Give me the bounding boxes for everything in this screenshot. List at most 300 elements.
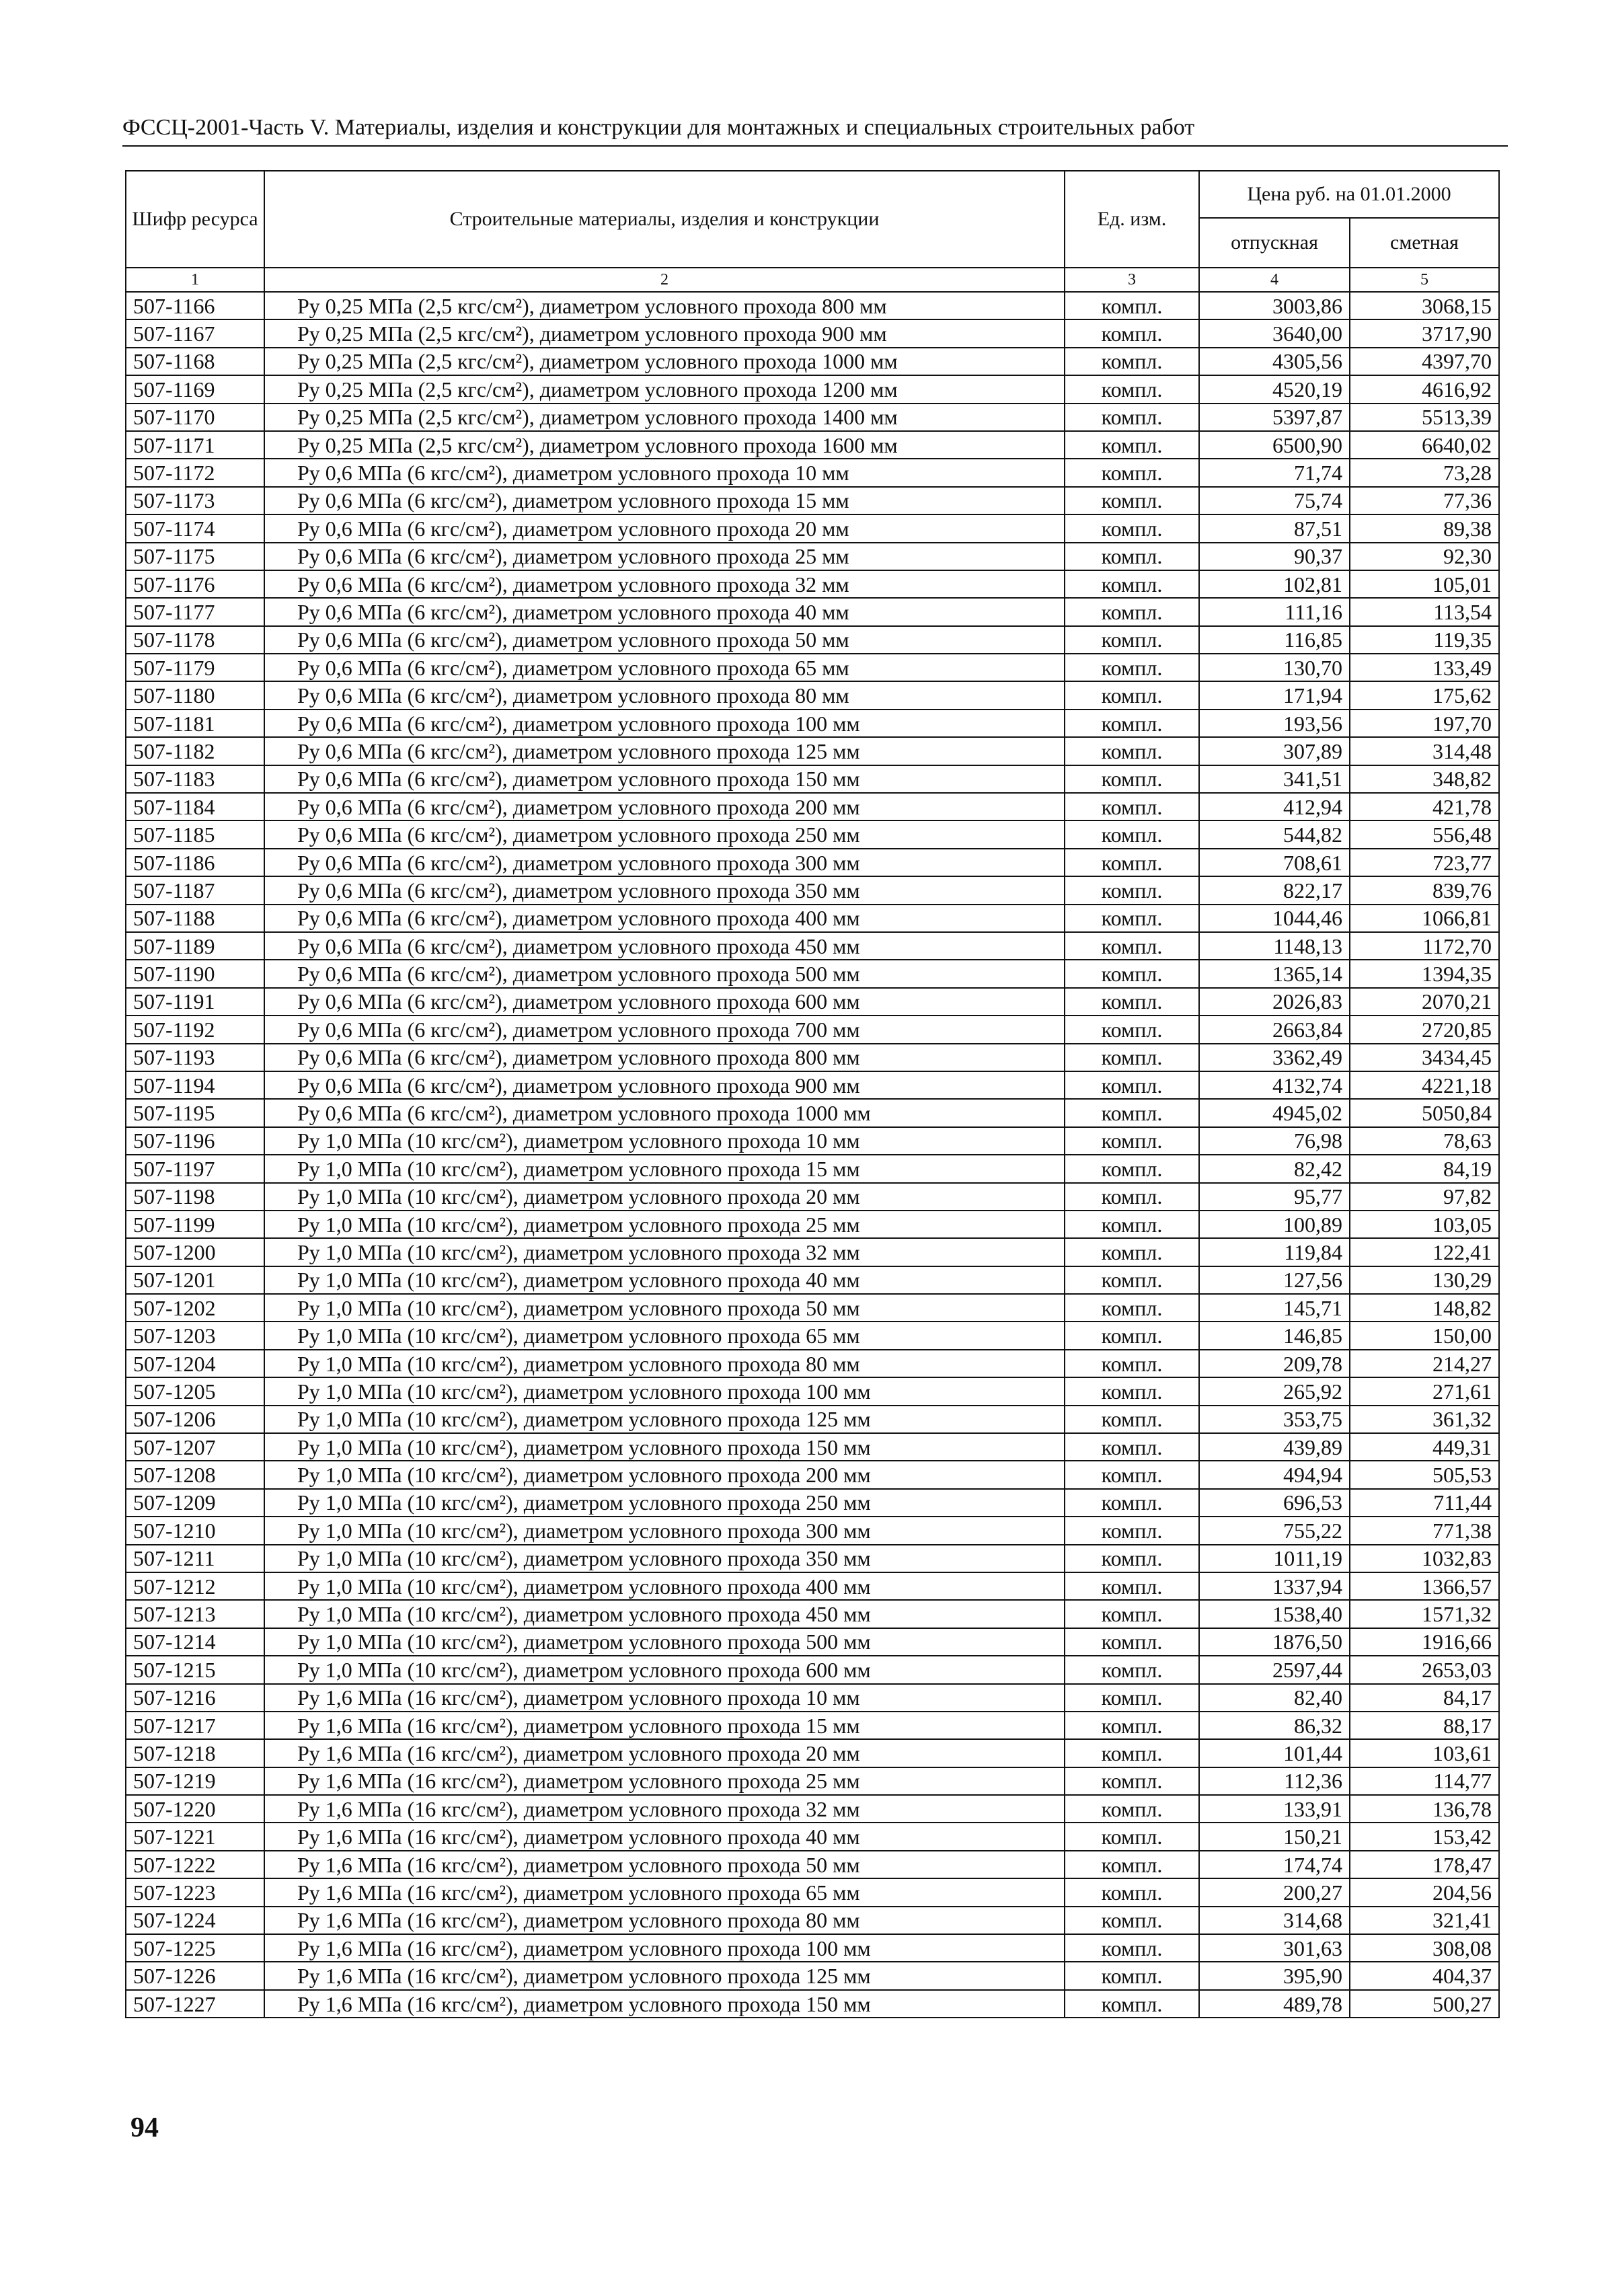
row-estimate-price-cell: 1394,35	[1350, 960, 1499, 987]
row-code-cell: 507-1210	[126, 1517, 264, 1544]
row-code-cell: 507-1220	[126, 1795, 264, 1823]
row-name-cell: Ру 0,6 МПа (6 кгс/см²), диаметром условного прохода 800 мм	[264, 1044, 1065, 1071]
column-number: 3	[1065, 268, 1199, 292]
row-name-cell: Ру 1,0 МПа (10 кгс/см²), диаметром условного прохода 350 мм	[264, 1545, 1065, 1572]
row-unit-cell: компл.	[1065, 793, 1199, 820]
row-name-cell: Ру 0,6 МПа (6 кгс/см²), диаметром условного прохода 32 мм	[264, 570, 1065, 598]
row-name-cell: Ру 0,6 МПа (6 кгс/см²), диаметром условного прохода 15 мм	[264, 487, 1065, 514]
row-code-cell: 507-1198	[126, 1183, 264, 1211]
row-unit-cell: компл.	[1065, 654, 1199, 681]
row-unit-cell: компл.	[1065, 1934, 1199, 1962]
row-release-price-cell: 174,74	[1199, 1851, 1350, 1878]
row-release-price-cell: 130,70	[1199, 654, 1350, 681]
row-release-price-cell: 111,16	[1199, 598, 1350, 625]
table-row	[126, 1545, 1499, 1572]
row-code-cell: 507-1180	[126, 681, 264, 709]
row-estimate-price-cell: 1032,83	[1350, 1545, 1499, 1572]
row-unit-cell: компл.	[1065, 960, 1199, 987]
table-row	[126, 1322, 1499, 1349]
row-code-cell: 507-1197	[126, 1155, 264, 1182]
row-name-cell: Ру 1,0 МПа (10 кгс/см²), диаметром условного прохода 10 мм	[264, 1127, 1065, 1155]
table-row	[126, 1211, 1499, 1238]
row-unit-cell: компл.	[1065, 765, 1199, 793]
row-release-price-cell: 3362,49	[1199, 1044, 1350, 1071]
table-row	[126, 570, 1499, 598]
row-name-cell: Ру 0,6 МПа (6 кгс/см²), диаметром условного прохода 600 мм	[264, 988, 1065, 1016]
row-name-cell: Ру 0,6 МПа (6 кгс/см²), диаметром условного прохода 10 мм	[264, 459, 1065, 486]
table-row	[126, 1155, 1499, 1182]
row-release-price-cell: 146,85	[1199, 1322, 1350, 1349]
row-unit-cell: компл.	[1065, 932, 1199, 960]
row-estimate-price-cell: 78,63	[1350, 1127, 1499, 1155]
row-name-cell: Ру 0,6 МПа (6 кгс/см²), диаметром условного прохода 500 мм	[264, 960, 1065, 987]
row-name-cell: Ру 1,0 МПа (10 кгс/см²), диаметром условного прохода 20 мм	[264, 1183, 1065, 1211]
row-release-price-cell: 209,78	[1199, 1350, 1350, 1377]
row-estimate-price-cell: 4221,18	[1350, 1071, 1499, 1099]
row-code-cell: 507-1217	[126, 1712, 264, 1739]
row-code-cell: 507-1227	[126, 1990, 264, 2018]
row-release-price-cell: 145,71	[1199, 1294, 1350, 1322]
row-unit-cell: компл.	[1065, 849, 1199, 876]
row-code-cell: 507-1205	[126, 1377, 264, 1405]
row-release-price-cell: 112,36	[1199, 1767, 1350, 1795]
row-name-cell: Ру 1,6 МПа (16 кгс/см²), диаметром условного прохода 100 мм	[264, 1934, 1065, 1962]
table-row	[126, 543, 1499, 570]
table-row	[126, 1266, 1499, 1294]
table-row	[126, 1628, 1499, 1656]
row-name-cell: Ру 1,6 МПа (16 кгс/см²), диаметром условного прохода 15 мм	[264, 1712, 1065, 1739]
row-estimate-price-cell: 73,28	[1350, 459, 1499, 486]
table-row	[126, 1878, 1499, 1906]
row-name-cell: Ру 1,0 МПа (10 кгс/см²), диаметром условного прохода 300 мм	[264, 1517, 1065, 1544]
table-row	[126, 319, 1499, 347]
row-name-cell: Ру 1,6 МПа (16 кгс/см²), диаметром условного прохода 65 мм	[264, 1878, 1065, 1906]
row-estimate-price-cell: 103,05	[1350, 1211, 1499, 1238]
row-release-price-cell: 193,56	[1199, 710, 1350, 737]
row-unit-cell: компл.	[1065, 1211, 1199, 1238]
row-estimate-price-cell: 97,82	[1350, 1183, 1499, 1211]
table-row	[126, 1600, 1499, 1628]
row-estimate-price-cell: 271,61	[1350, 1377, 1499, 1405]
row-estimate-price-cell: 84,17	[1350, 1684, 1499, 1712]
price-table	[125, 170, 1500, 2018]
table-row	[126, 1016, 1499, 1043]
row-unit-cell: компл.	[1065, 459, 1199, 486]
row-estimate-price-cell: 204,56	[1350, 1878, 1499, 1906]
table-row	[126, 849, 1499, 876]
table-row	[126, 404, 1499, 431]
row-release-price-cell: 71,74	[1199, 459, 1350, 486]
row-release-price-cell: 1337,94	[1199, 1572, 1350, 1600]
row-unit-cell: компл.	[1065, 319, 1199, 347]
row-unit-cell: компл.	[1065, 1322, 1199, 1349]
row-estimate-price-cell: 130,29	[1350, 1266, 1499, 1294]
row-name-cell: Ру 0,6 МПа (6 кгс/см²), диаметром условного прохода 50 мм	[264, 626, 1065, 654]
row-release-price-cell: 341,51	[1199, 765, 1350, 793]
column-numbers-row	[126, 268, 1499, 292]
row-release-price-cell: 489,78	[1199, 1990, 1350, 2018]
row-code-cell: 507-1194	[126, 1071, 264, 1099]
row-estimate-price-cell: 3434,45	[1350, 1044, 1499, 1071]
row-release-price-cell: 314,68	[1199, 1907, 1350, 1934]
row-name-cell: Ру 0,25 МПа (2,5 кгс/см²), диаметром условного прохода 800 мм	[264, 292, 1065, 319]
row-estimate-price-cell: 175,62	[1350, 681, 1499, 709]
row-name-cell: Ру 0,6 МПа (6 кгс/см²), диаметром условного прохода 300 мм	[264, 849, 1065, 876]
table-row	[126, 1099, 1499, 1126]
row-release-price-cell: 4132,74	[1199, 1071, 1350, 1099]
row-estimate-price-cell: 2653,03	[1350, 1656, 1499, 1683]
row-unit-cell: компл.	[1065, 570, 1199, 598]
row-estimate-price-cell: 88,17	[1350, 1712, 1499, 1739]
row-estimate-price-cell: 4616,92	[1350, 375, 1499, 403]
row-code-cell: 507-1175	[126, 543, 264, 570]
row-code-cell: 507-1186	[126, 849, 264, 876]
row-name-cell: Ру 1,0 МПа (10 кгс/см²), диаметром условного прохода 15 мм	[264, 1155, 1065, 1182]
row-name-cell: Ру 0,6 МПа (6 кгс/см²), диаметром условного прохода 25 мм	[264, 543, 1065, 570]
row-name-cell: Ру 1,0 МПа (10 кгс/см²), диаметром условного прохода 450 мм	[264, 1600, 1065, 1628]
row-estimate-price-cell: 178,47	[1350, 1851, 1499, 1878]
row-unit-cell: компл.	[1065, 1350, 1199, 1377]
header-unit: Ед. изм.	[1065, 171, 1199, 268]
row-unit-cell: компл.	[1065, 487, 1199, 514]
row-name-cell: Ру 0,6 МПа (6 кгс/см²), диаметром условного прохода 450 мм	[264, 932, 1065, 960]
column-number: 1	[126, 268, 264, 292]
row-estimate-price-cell: 500,27	[1350, 1990, 1499, 2018]
row-release-price-cell: 1538,40	[1199, 1600, 1350, 1628]
row-name-cell: Ру 1,6 МПа (16 кгс/см²), диаметром условного прохода 80 мм	[264, 1907, 1065, 1934]
row-release-price-cell: 544,82	[1199, 820, 1350, 848]
table-row	[126, 737, 1499, 765]
row-name-cell: Ру 0,25 МПа (2,5 кгс/см²), диаметром условного прохода 1200 мм	[264, 375, 1065, 403]
row-estimate-price-cell: 348,82	[1350, 765, 1499, 793]
row-unit-cell: компл.	[1065, 1572, 1199, 1600]
row-release-price-cell: 87,51	[1199, 514, 1350, 542]
table-row	[126, 1739, 1499, 1767]
row-unit-cell: компл.	[1065, 1907, 1199, 1934]
row-name-cell: Ру 1,0 МПа (10 кгс/см²), диаметром условного прохода 65 мм	[264, 1322, 1065, 1349]
row-code-cell: 507-1172	[126, 459, 264, 486]
table-row	[126, 1183, 1499, 1211]
row-estimate-price-cell: 214,27	[1350, 1350, 1499, 1377]
row-estimate-price-cell: 711,44	[1350, 1489, 1499, 1517]
table-row	[126, 988, 1499, 1016]
row-unit-cell: компл.	[1065, 876, 1199, 904]
row-release-price-cell: 265,92	[1199, 1377, 1350, 1405]
row-name-cell: Ру 1,0 МПа (10 кгс/см²), диаметром условного прохода 600 мм	[264, 1656, 1065, 1683]
row-release-price-cell: 2026,83	[1199, 988, 1350, 1016]
row-code-cell: 507-1199	[126, 1211, 264, 1238]
row-unit-cell: компл.	[1065, 1878, 1199, 1906]
table-row	[126, 710, 1499, 737]
row-code-cell: 507-1219	[126, 1767, 264, 1795]
row-release-price-cell: 102,81	[1199, 570, 1350, 598]
row-release-price-cell: 6500,90	[1199, 431, 1350, 459]
row-name-cell: Ру 1,0 МПа (10 кгс/см²), диаметром условного прохода 100 мм	[264, 1377, 1065, 1405]
row-estimate-price-cell: 505,53	[1350, 1461, 1499, 1488]
table-row	[126, 1795, 1499, 1823]
row-name-cell: Ру 1,0 МПа (10 кгс/см²), диаметром условного прохода 250 мм	[264, 1489, 1065, 1517]
row-release-price-cell: 301,63	[1199, 1934, 1350, 1962]
row-name-cell: Ру 1,0 МПа (10 кгс/см²), диаметром условного прохода 500 мм	[264, 1628, 1065, 1656]
row-code-cell: 507-1173	[126, 487, 264, 514]
row-unit-cell: компл.	[1065, 1433, 1199, 1461]
row-code-cell: 507-1223	[126, 1878, 264, 1906]
row-code-cell: 507-1224	[126, 1907, 264, 1934]
row-estimate-price-cell: 1066,81	[1350, 905, 1499, 932]
row-estimate-price-cell: 133,49	[1350, 654, 1499, 681]
row-unit-cell: компл.	[1065, 1266, 1199, 1294]
table-row	[126, 1406, 1499, 1433]
table-row	[126, 1044, 1499, 1071]
header-price-group: Цена руб. на 01.01.2000	[1199, 171, 1499, 218]
table-row	[126, 1767, 1499, 1795]
row-unit-cell: компл.	[1065, 1517, 1199, 1544]
row-estimate-price-cell: 361,32	[1350, 1406, 1499, 1433]
row-estimate-price-cell: 5050,84	[1350, 1099, 1499, 1126]
row-release-price-cell: 171,94	[1199, 681, 1350, 709]
row-release-price-cell: 1365,14	[1199, 960, 1350, 987]
row-estimate-price-cell: 77,36	[1350, 487, 1499, 514]
row-code-cell: 507-1191	[126, 988, 264, 1016]
row-name-cell: Ру 0,6 МПа (6 кгс/см²), диаметром условного прохода 900 мм	[264, 1071, 1065, 1099]
row-unit-cell: компл.	[1065, 1684, 1199, 1712]
row-name-cell: Ру 1,0 МПа (10 кгс/см²), диаметром условного прохода 80 мм	[264, 1350, 1065, 1377]
row-code-cell: 507-1203	[126, 1322, 264, 1349]
row-code-cell: 507-1181	[126, 710, 264, 737]
row-code-cell: 507-1208	[126, 1461, 264, 1488]
row-release-price-cell: 412,94	[1199, 793, 1350, 820]
row-estimate-price-cell: 153,42	[1350, 1823, 1499, 1850]
row-estimate-price-cell: 136,78	[1350, 1795, 1499, 1823]
row-release-price-cell: 4945,02	[1199, 1099, 1350, 1126]
row-release-price-cell: 395,90	[1199, 1962, 1350, 1989]
row-name-cell: Ру 0,6 МПа (6 кгс/см²), диаметром условного прохода 350 мм	[264, 876, 1065, 904]
row-estimate-price-cell: 2720,85	[1350, 1016, 1499, 1043]
row-release-price-cell: 4305,56	[1199, 348, 1350, 375]
row-code-cell: 507-1195	[126, 1099, 264, 1126]
row-unit-cell: компл.	[1065, 988, 1199, 1016]
row-code-cell: 507-1215	[126, 1656, 264, 1683]
row-estimate-price-cell: 197,70	[1350, 710, 1499, 737]
row-name-cell: Ру 1,0 МПа (10 кгс/см²), диаметром условного прохода 25 мм	[264, 1211, 1065, 1238]
row-unit-cell: компл.	[1065, 1545, 1199, 1572]
table-row	[126, 1990, 1499, 2018]
table-row	[126, 1489, 1499, 1517]
row-release-price-cell: 3640,00	[1199, 319, 1350, 347]
table-row	[126, 1238, 1499, 1266]
row-release-price-cell: 307,89	[1199, 737, 1350, 765]
row-estimate-price-cell: 1172,70	[1350, 932, 1499, 960]
row-code-cell: 507-1196	[126, 1127, 264, 1155]
column-number: 5	[1350, 268, 1499, 292]
row-name-cell: Ру 1,0 МПа (10 кгс/см²), диаметром условного прохода 40 мм	[264, 1266, 1065, 1294]
row-name-cell: Ру 0,6 МПа (6 кгс/см²), диаметром условного прохода 150 мм	[264, 765, 1065, 793]
table-row	[126, 793, 1499, 820]
table-row	[126, 932, 1499, 960]
row-unit-cell: компл.	[1065, 737, 1199, 765]
header-price-estimate: сметная	[1350, 218, 1499, 268]
row-estimate-price-cell: 148,82	[1350, 1294, 1499, 1322]
row-name-cell: Ру 1,0 МПа (10 кгс/см²), диаметром условного прохода 32 мм	[264, 1238, 1065, 1266]
table-row	[126, 1294, 1499, 1322]
row-code-cell: 507-1176	[126, 570, 264, 598]
row-release-price-cell: 95,77	[1199, 1183, 1350, 1211]
row-code-cell: 507-1226	[126, 1962, 264, 1989]
row-unit-cell: компл.	[1065, 375, 1199, 403]
row-unit-cell: компл.	[1065, 1044, 1199, 1071]
row-name-cell: Ру 1,6 МПа (16 кгс/см²), диаметром условного прохода 32 мм	[264, 1795, 1065, 1823]
table-row	[126, 1712, 1499, 1739]
row-unit-cell: компл.	[1065, 1628, 1199, 1656]
row-unit-cell: компл.	[1065, 1767, 1199, 1795]
table-row	[126, 820, 1499, 848]
row-code-cell: 507-1209	[126, 1489, 264, 1517]
row-name-cell: Ру 0,25 МПа (2,5 кгс/см²), диаметром условного прохода 1600 мм	[264, 431, 1065, 459]
row-unit-cell: компл.	[1065, 348, 1199, 375]
row-estimate-price-cell: 84,19	[1350, 1155, 1499, 1182]
row-name-cell: Ру 1,6 МПа (16 кгс/см²), диаметром условного прохода 20 мм	[264, 1739, 1065, 1767]
row-name-cell: Ру 1,6 МПа (16 кгс/см²), диаметром условного прохода 50 мм	[264, 1851, 1065, 1878]
table-row	[126, 876, 1499, 904]
row-code-cell: 507-1177	[126, 598, 264, 625]
table-row	[126, 626, 1499, 654]
table-row	[126, 487, 1499, 514]
row-release-price-cell: 82,42	[1199, 1155, 1350, 1182]
row-estimate-price-cell: 103,61	[1350, 1739, 1499, 1767]
row-name-cell: Ру 1,0 МПа (10 кгс/см²), диаметром условного прохода 150 мм	[264, 1433, 1065, 1461]
row-release-price-cell: 200,27	[1199, 1878, 1350, 1906]
row-name-cell: Ру 0,6 МПа (6 кгс/см²), диаметром условного прохода 100 мм	[264, 710, 1065, 737]
row-code-cell: 507-1167	[126, 319, 264, 347]
table-row	[126, 960, 1499, 987]
row-release-price-cell: 119,84	[1199, 1238, 1350, 1266]
row-estimate-price-cell: 3068,15	[1350, 292, 1499, 319]
row-release-price-cell: 1876,50	[1199, 1628, 1350, 1656]
row-code-cell: 507-1169	[126, 375, 264, 403]
row-code-cell: 507-1193	[126, 1044, 264, 1071]
row-release-price-cell: 1044,46	[1199, 905, 1350, 932]
table-header	[126, 171, 1499, 292]
row-estimate-price-cell: 421,78	[1350, 793, 1499, 820]
row-estimate-price-cell: 3717,90	[1350, 319, 1499, 347]
table-row	[126, 905, 1499, 932]
row-code-cell: 507-1168	[126, 348, 264, 375]
row-unit-cell: компл.	[1065, 598, 1199, 625]
table-row	[126, 1684, 1499, 1712]
row-name-cell: Ру 1,6 МПа (16 кгс/см²), диаметром условного прохода 150 мм	[264, 1990, 1065, 2018]
row-code-cell: 507-1221	[126, 1823, 264, 1850]
row-code-cell: 507-1182	[126, 737, 264, 765]
table-row	[126, 1962, 1499, 1989]
row-code-cell: 507-1216	[126, 1684, 264, 1712]
row-estimate-price-cell: 723,77	[1350, 849, 1499, 876]
row-name-cell: Ру 0,25 МПа (2,5 кгс/см²), диаметром условного прохода 900 мм	[264, 319, 1065, 347]
row-code-cell: 507-1189	[126, 932, 264, 960]
row-code-cell: 507-1212	[126, 1572, 264, 1600]
row-estimate-price-cell: 4397,70	[1350, 348, 1499, 375]
row-estimate-price-cell: 321,41	[1350, 1907, 1499, 1934]
row-release-price-cell: 75,74	[1199, 487, 1350, 514]
header-price-release: отпускная	[1199, 218, 1350, 268]
row-name-cell: Ру 1,6 МПа (16 кгс/см²), диаметром условного прохода 10 мм	[264, 1684, 1065, 1712]
row-name-cell: Ру 0,25 МПа (2,5 кгс/см²), диаметром условного прохода 1400 мм	[264, 404, 1065, 431]
row-release-price-cell: 86,32	[1199, 1712, 1350, 1739]
row-release-price-cell: 494,94	[1199, 1461, 1350, 1488]
column-number: 2	[264, 268, 1065, 292]
table-row	[126, 514, 1499, 542]
page-number: 94	[130, 2112, 159, 2143]
row-release-price-cell: 5397,87	[1199, 404, 1350, 431]
row-code-cell: 507-1188	[126, 905, 264, 932]
row-code-cell: 507-1178	[126, 626, 264, 654]
row-estimate-price-cell: 113,54	[1350, 598, 1499, 625]
table-row	[126, 1907, 1499, 1934]
row-unit-cell: компл.	[1065, 681, 1199, 709]
row-release-price-cell: 2663,84	[1199, 1016, 1350, 1043]
row-name-cell: Ру 1,0 МПа (10 кгс/см²), диаметром условного прохода 50 мм	[264, 1294, 1065, 1322]
row-name-cell: Ру 1,0 МПа (10 кгс/см²), диаметром условного прохода 200 мм	[264, 1461, 1065, 1488]
row-unit-cell: компл.	[1065, 1155, 1199, 1182]
row-release-price-cell: 1011,19	[1199, 1545, 1350, 1572]
row-unit-cell: компл.	[1065, 1739, 1199, 1767]
row-name-cell: Ру 0,6 МПа (6 кгс/см²), диаметром условного прохода 700 мм	[264, 1016, 1065, 1043]
row-name-cell: Ру 0,6 МПа (6 кгс/см²), диаметром условного прохода 20 мм	[264, 514, 1065, 542]
row-code-cell: 507-1174	[126, 514, 264, 542]
table-row	[126, 1572, 1499, 1600]
row-code-cell: 507-1185	[126, 820, 264, 848]
row-unit-cell: компл.	[1065, 1127, 1199, 1155]
row-code-cell: 507-1179	[126, 654, 264, 681]
row-name-cell: Ру 1,6 МПа (16 кгс/см²), диаметром условного прохода 125 мм	[264, 1962, 1065, 1989]
row-release-price-cell: 1148,13	[1199, 932, 1350, 960]
row-unit-cell: компл.	[1065, 1016, 1199, 1043]
table-row	[126, 1851, 1499, 1878]
row-release-price-cell: 2597,44	[1199, 1656, 1350, 1683]
row-code-cell: 507-1190	[126, 960, 264, 987]
row-unit-cell: компл.	[1065, 1851, 1199, 1878]
column-number: 4	[1199, 268, 1350, 292]
row-unit-cell: компл.	[1065, 626, 1199, 654]
table-row	[126, 1071, 1499, 1099]
row-release-price-cell: 696,53	[1199, 1489, 1350, 1517]
row-unit-cell: компл.	[1065, 514, 1199, 542]
row-unit-cell: компл.	[1065, 1377, 1199, 1405]
row-release-price-cell: 82,40	[1199, 1684, 1350, 1712]
row-name-cell: Ру 1,0 МПа (10 кгс/см²), диаметром условного прохода 400 мм	[264, 1572, 1065, 1600]
row-estimate-price-cell: 771,38	[1350, 1517, 1499, 1544]
table-row	[126, 1934, 1499, 1962]
row-release-price-cell: 822,17	[1199, 876, 1350, 904]
table-row	[126, 1656, 1499, 1683]
table-row	[126, 459, 1499, 486]
row-release-price-cell: 3003,86	[1199, 292, 1350, 319]
row-unit-cell: компл.	[1065, 1712, 1199, 1739]
row-estimate-price-cell: 404,37	[1350, 1962, 1499, 1989]
row-name-cell: Ру 0,6 МПа (6 кгс/см²), диаметром условного прохода 1000 мм	[264, 1099, 1065, 1126]
table-body	[126, 292, 1499, 2018]
row-unit-cell: компл.	[1065, 431, 1199, 459]
row-name-cell: Ру 0,6 МПа (6 кгс/см²), диаметром условного прохода 125 мм	[264, 737, 1065, 765]
row-estimate-price-cell: 308,08	[1350, 1934, 1499, 1962]
row-release-price-cell: 127,56	[1199, 1266, 1350, 1294]
row-unit-cell: компл.	[1065, 292, 1199, 319]
table-row	[126, 1823, 1499, 1850]
row-code-cell: 507-1166	[126, 292, 264, 319]
row-code-cell: 507-1225	[126, 1934, 264, 1962]
table-row	[126, 681, 1499, 709]
row-release-price-cell: 353,75	[1199, 1406, 1350, 1433]
row-estimate-price-cell: 314,48	[1350, 737, 1499, 765]
